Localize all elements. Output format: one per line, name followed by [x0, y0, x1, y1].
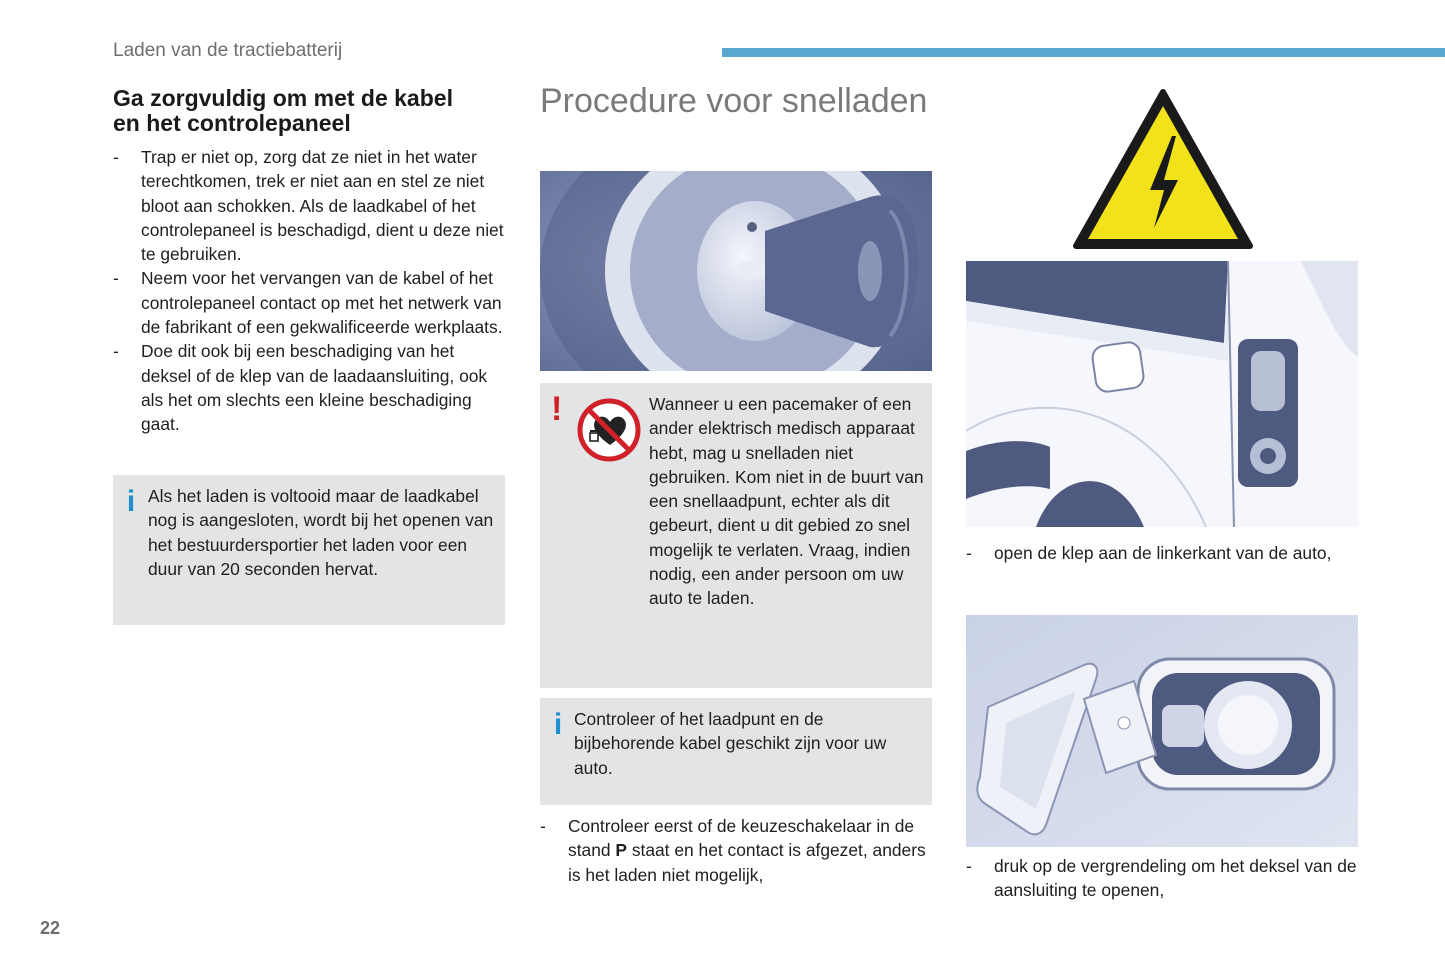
left-heading	[113, 86, 508, 136]
caption-open-flap	[966, 541, 1358, 565]
list-item	[113, 145, 508, 266]
middle-info-box	[540, 698, 932, 805]
left-heading-line2: en het controlepaneel	[113, 110, 351, 136]
gear-position-p: P	[615, 840, 627, 861]
left-info-text: Als het laden is voltooid maar de laadkabel nog is aangesloten, wordt bij het openen van het bestuurdersportier het laden voor een duur van 20 seconden hervat.	[148, 486, 494, 579]
warning-exclamation-icon: !	[551, 390, 563, 428]
key-in-charge-socket-image	[540, 171, 932, 371]
caption-text: druk op de vergrendeling om het deksel van de aansluiting te openen,	[994, 856, 1357, 901]
caption-press-lock	[966, 854, 1358, 903]
list-item	[113, 266, 508, 339]
list-item-text: Trap er niet op, zorg dat ze niet in het water terechtkomen, trek er niet aan en stel ze niet bloot aan schokken. Als de laadkabel of het controlepaneel is beschadigd, dient u deze niet te gebruiken.	[141, 147, 504, 265]
pacemaker-warning-box	[540, 383, 932, 688]
bullet-dash: -	[113, 341, 119, 362]
step-list	[540, 814, 932, 887]
left-info-box	[113, 475, 505, 625]
socket-lock-image	[966, 615, 1358, 847]
list-item	[966, 854, 1358, 903]
middle-info-text: Controleer of het laadpunt en de bijbehorende kabel geschikt zijn voor uw auto.	[574, 709, 887, 778]
list-item	[113, 339, 508, 436]
bullet-dash: -	[113, 147, 119, 167]
page-title: Procedure voor snelladen	[540, 82, 928, 120]
list-item	[540, 814, 932, 887]
bullet-dash: -	[113, 268, 119, 289]
high-voltage-warning-icon	[1072, 88, 1254, 257]
header-rule	[722, 48, 1445, 57]
info-icon: i	[553, 708, 563, 741]
cable-care-list	[113, 145, 508, 437]
list-item-text: Neem voor het vervangen van de kabel of het controlepaneel contact op met het netwerk van de fabrikant of een gekwalificeerde werkplaats.	[141, 268, 503, 338]
caption-text: open de klep aan de linkerkant van de auto,	[994, 543, 1332, 563]
info-icon: i	[126, 485, 136, 518]
pacemaker-warning-text: Wanneer u een pacemaker of een ander elektrisch medisch apparaat hebt, mag u snelladen niet gebruiken. Kom niet in de buurt van een snellaadpunt, echter als dit gebeurt, dient u dit gebied zo snel mogelijk te verlaten. Vraag, indien nodig, een ander persoon om uw auto te laden.	[649, 394, 924, 609]
step-text-after: staat en het contact is afgezet, anders is het laden niet mogelijk,	[568, 840, 926, 885]
charging-flap-location-image	[966, 261, 1358, 527]
section-title: Laden van de tractiebatterij	[113, 40, 343, 61]
page-number: 22	[40, 918, 61, 938]
bullet-dash: -	[966, 856, 972, 876]
left-heading-line1: Ga zorgvuldig om met de kabel	[113, 85, 453, 111]
list-item-text: Doe dit ook bij een beschadiging van het deksel of de klep van de laadaansluiting, ook als het om slechts een kleine beschadiging gaat.	[141, 341, 488, 435]
bullet-dash: -	[966, 543, 972, 563]
list-item	[966, 541, 1358, 565]
step-text-before: Controleer eerst of de keuzeschakelaar in de stand	[568, 816, 915, 861]
no-pacemaker-icon	[576, 397, 642, 468]
bullet-dash: -	[540, 816, 546, 836]
